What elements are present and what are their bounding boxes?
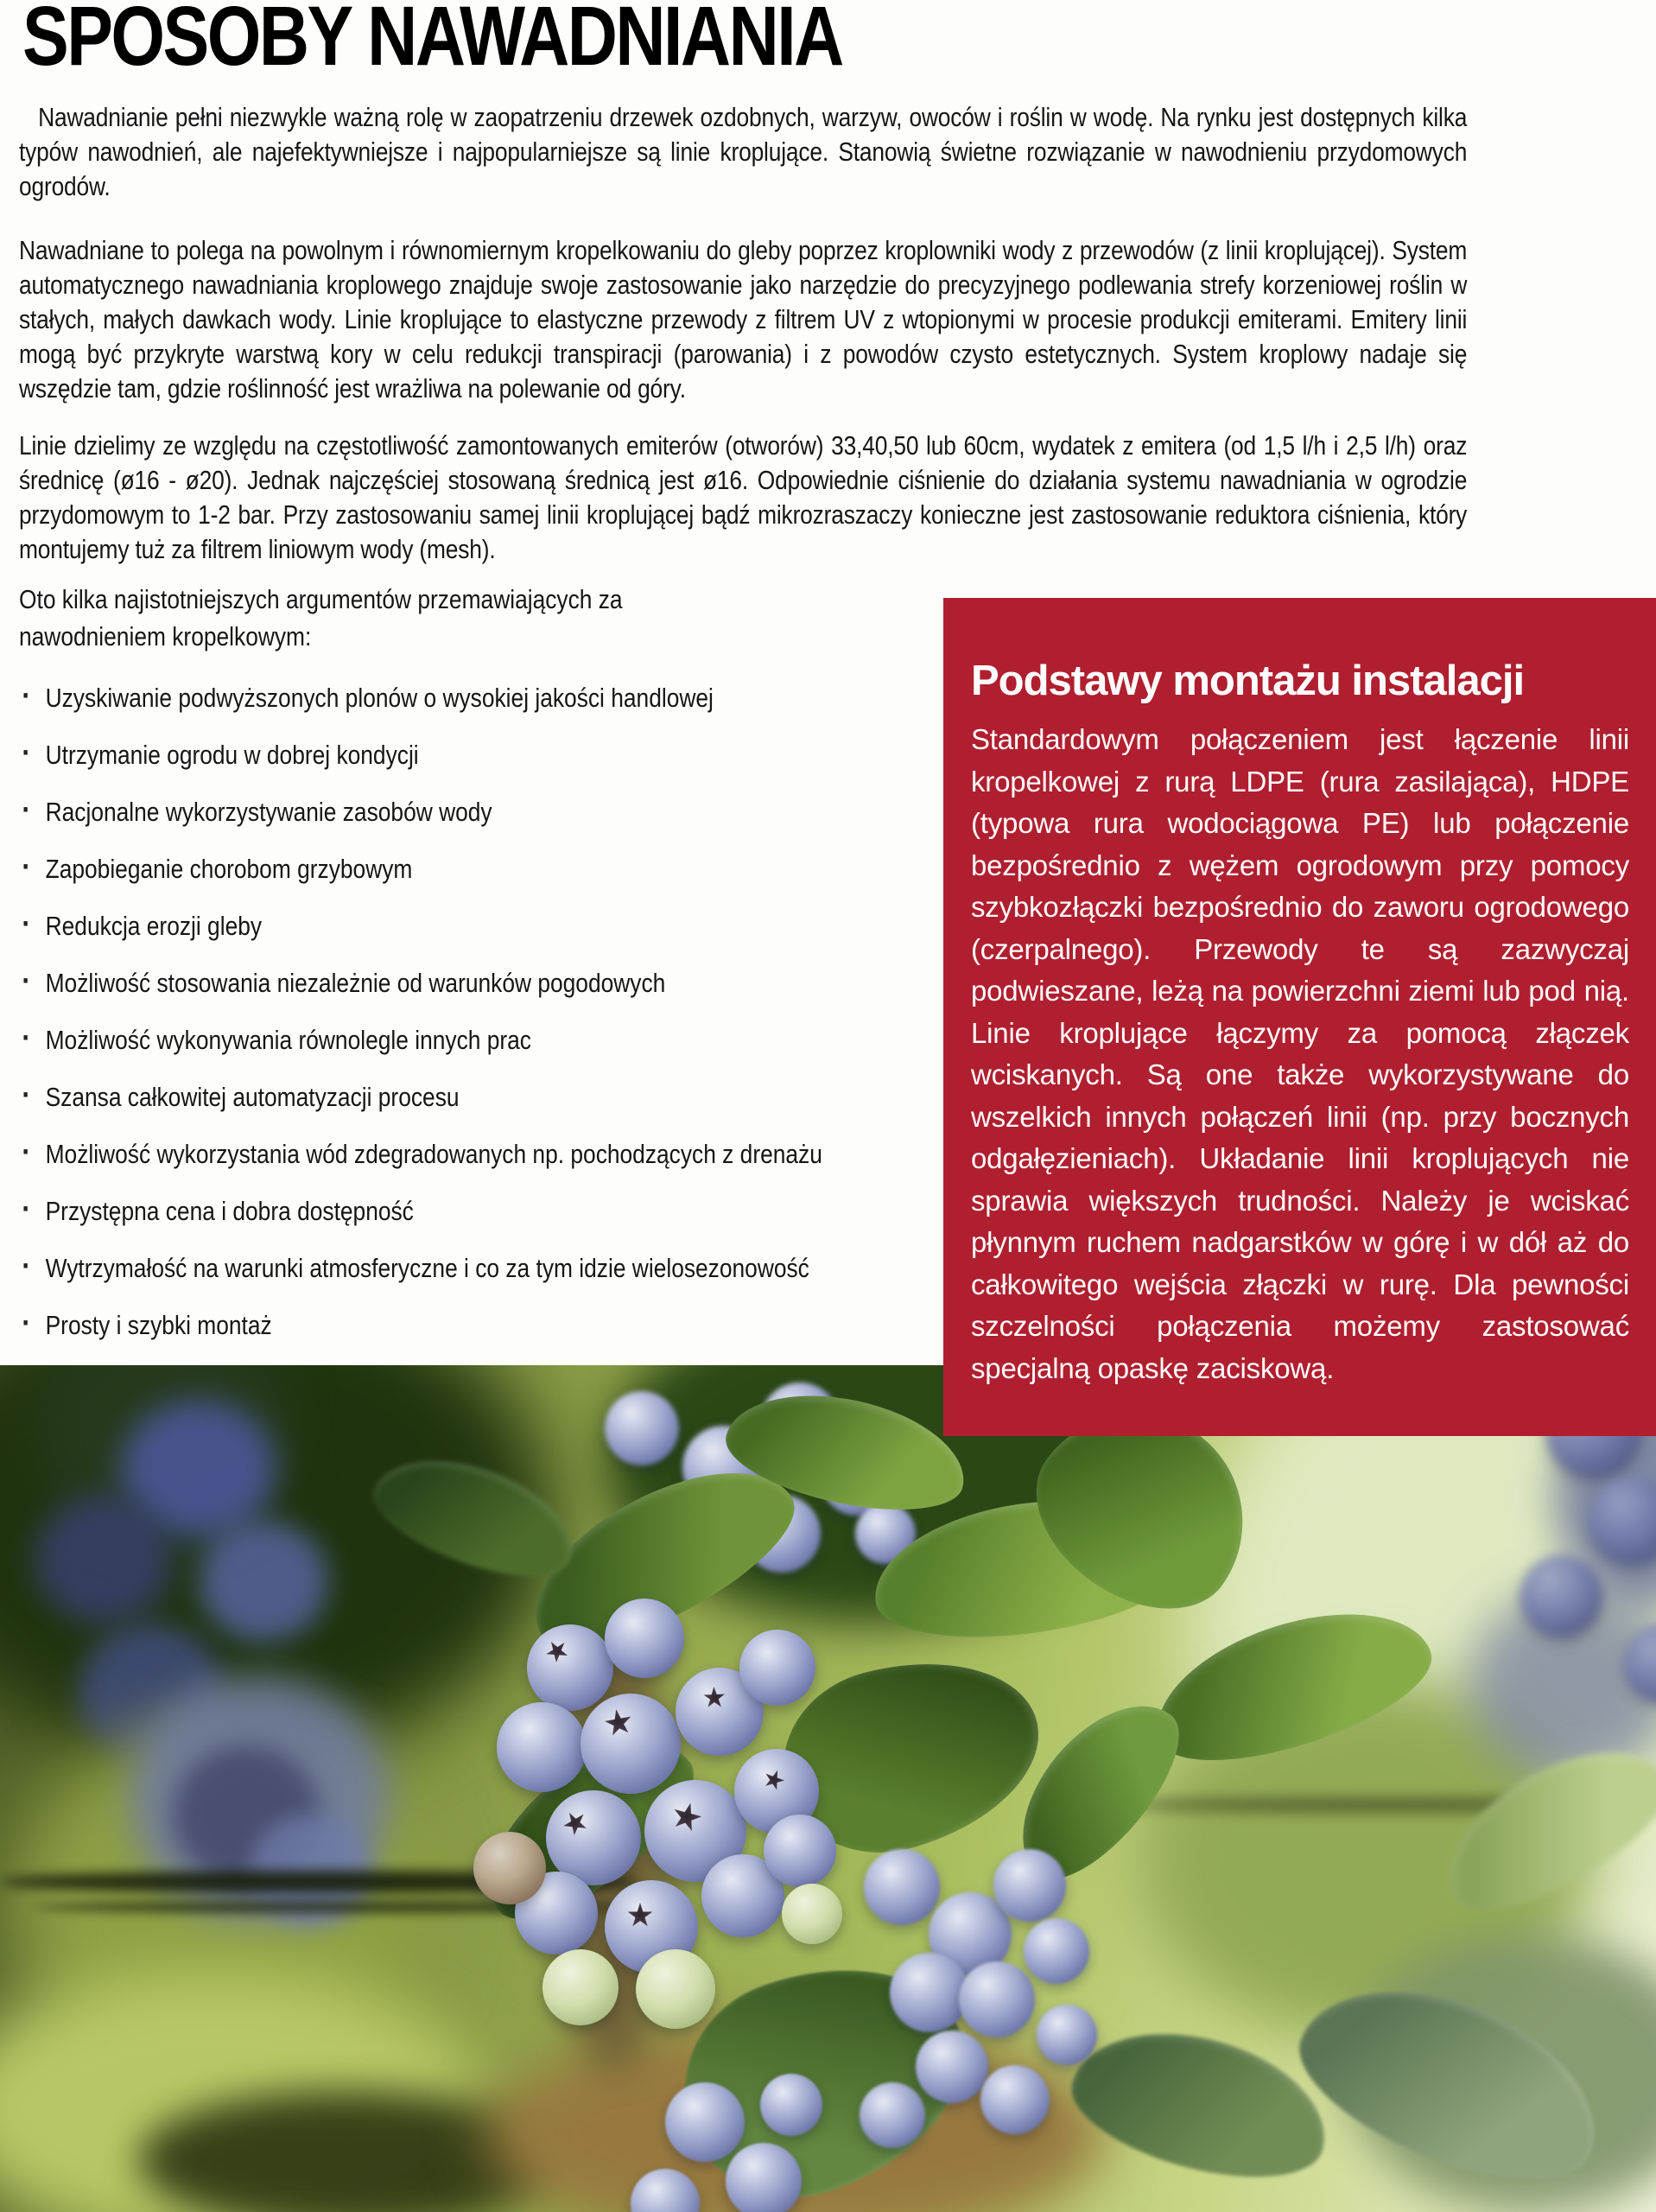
list-item: · Utrzymanie ogrodu w dobrej kondycji: [19, 738, 930, 772]
photo-shape: [764, 1815, 836, 1887]
photo-shape: [665, 2082, 745, 2162]
photo-shape: [1037, 2005, 1097, 2065]
photo-shape: [782, 1884, 842, 1944]
list-item: · Racjonalne wykorzystywanie zasobów wody: [19, 795, 930, 830]
photo-shape: [1024, 1918, 1089, 1984]
paragraph-how-it-works: Nawadniane to polega na powolnym i równomiernym kropelkowaniu do gleby poprzez kroplowniki wody z przewodów (z linii kroplującej). System automatycznego nawadniania kroplowego znajduje swoje zastosowanie jako narzędzie do precyzyjnego podlewania strefy korzeniowej roślin w stałych, małych dawkach wody. Linie kroplujące to elastyczne przewody z filtrem UV z wtopionymi w procesie produkcji emiterami. Emitery linii mogą być przykryte warstwą kory w celu redukcji transpiracji (parowania) i z powodów czysto estetycznych. System kroplowy nadaje się wszędzie tam, gdzie roślinność jest wrażliwa na polewanie od góry.: [19, 235, 1468, 404]
photo-shape: [993, 1849, 1066, 1922]
installation-panel: [943, 598, 1656, 1436]
list-item: · Przystępna cena i dobra dostępność: [19, 1194, 930, 1229]
photo-shape: [1059, 2008, 1343, 2201]
photo-shape: [864, 1849, 940, 1925]
photo-shape: [473, 1832, 546, 1904]
photo-shape: [527, 1624, 613, 1711]
panel-title: Podstawy montażu instalacji: [971, 658, 1525, 704]
paragraph-intro: Nawadnianie pełni niezwykle ważną rolę w zaopatrzeniu drzewek ozdobnych, warzyw, owoców i roślin w wodę. Na rynku jest dostępnych kilka typów nawodnień, ale najefektywniejsze i najpopularniejsze są linie kroplujące. Stanowią świetne rozwiązanie w nawodnieniu przydomowych ogrodów.: [19, 102, 1468, 201]
photo-shape: [980, 2065, 1050, 2134]
list-item: · Możliwość stosowania niezależnie od warunków pogodowych: [19, 966, 930, 1001]
photo-shape: [726, 2143, 802, 2212]
list-item: · Szansa całkowitej automatyzacji procesu: [19, 1080, 930, 1115]
photo-shape: [605, 1391, 679, 1465]
list-item: · Redukcja erozji gleby: [19, 909, 930, 944]
photo-shape: [890, 1953, 969, 2032]
page-title: SPOSOBY NAWADNIANIA: [22, 0, 842, 83]
list-item: · Uzyskiwanie podwyższonych plonów o wysokiej jakości handlowej: [19, 681, 930, 715]
photo-shape: [497, 1702, 587, 1792]
photo-shape: [35, 1495, 173, 1624]
photo-shape: [1520, 1555, 1602, 1637]
list-item: · Wytrzymałość na warunki atmosferyczne i co za tym idzie wielosezonowość: [19, 1251, 930, 1286]
benefits-list-intro: Oto kilka najistotniejszych argumentów przemawiających za nawodnieniem kropelkowym:: [19, 584, 623, 652]
photo-shape: [605, 1599, 684, 1678]
list-item: · Prosty i szybki montaż: [19, 1308, 930, 1343]
photo-shape: [860, 2082, 925, 2148]
photo-shape: [199, 1521, 328, 1642]
photo-shape: [581, 1694, 681, 1794]
photo-shape: [636, 1949, 715, 2029]
photo-shape: [959, 1961, 1035, 2037]
list-item: · Możliwość wykorzystania wód zdegradowanych np. pochodzących z drenażu: [19, 1137, 930, 1172]
list-item: · Zapobieganie chorobom grzybowym: [19, 852, 930, 887]
photo-shape: [542, 1949, 619, 2025]
blueberry-photo: [0, 1365, 1656, 2212]
list-item: · Możliwość wykonywania równolegle innych prac: [19, 1023, 930, 1058]
benefits-list: [19, 681, 930, 1365]
photo-shape: [739, 1630, 815, 1706]
paragraph-specs: Linie dzielimy ze względu na częstotliwość zamontowanych emiterów (otworów) 33,40,50 lub 60cm, wydatek z emitera (od 1,5 l/h i 2,5 l/h) oraz średnicę (ø16 - ø20). Jednak najczęściej stosowaną średnicą jest ø16. Odpowiednie ciśnienie do działania systemu nawadniania w ogrodzie przydomowym to 1-2 bar. Przy zastosowaniu samej linii kroplującej bądź mikrozraszaczy konieczne jest zastosowanie reduktora ciśnienia, który montujemy tuż za filtrem liniowym wody (mesh).: [19, 430, 1468, 564]
photo-shape: [916, 2031, 988, 2103]
panel-body: Standardowym połączeniem jest łączenie linii kropelkowej z rurą LDPE (rura zasilająca), HDPE (typowa rura wodociągowa PE) lub połączenie bezpośrednio z wężem ogrodowym przy pomocy szybkozłączki bezpośrednio do zaworu ogrodowego (czerpalnego). Przewody te są zazwyczaj podwieszane, leżą na powierzchni ziemi lub pod nią. Linie kroplujące łączymy za pomocą złączek wciskanych. Są one także wykorzystywane do wszelkich innych połączeń linii (np. przy bocznych odgałęzieniach). Układanie linii kroplujących nie sprawia większych trudności. Należy je wciskać płynnym ruchem nadgarstków w górę i w dół aż do całkowitego wejścia złączki w rurę. Dla pewności szczelności połączenia możemy zastosować specjalną opaskę zaciskową.: [971, 723, 1629, 1384]
photo-shape: [760, 2074, 822, 2136]
